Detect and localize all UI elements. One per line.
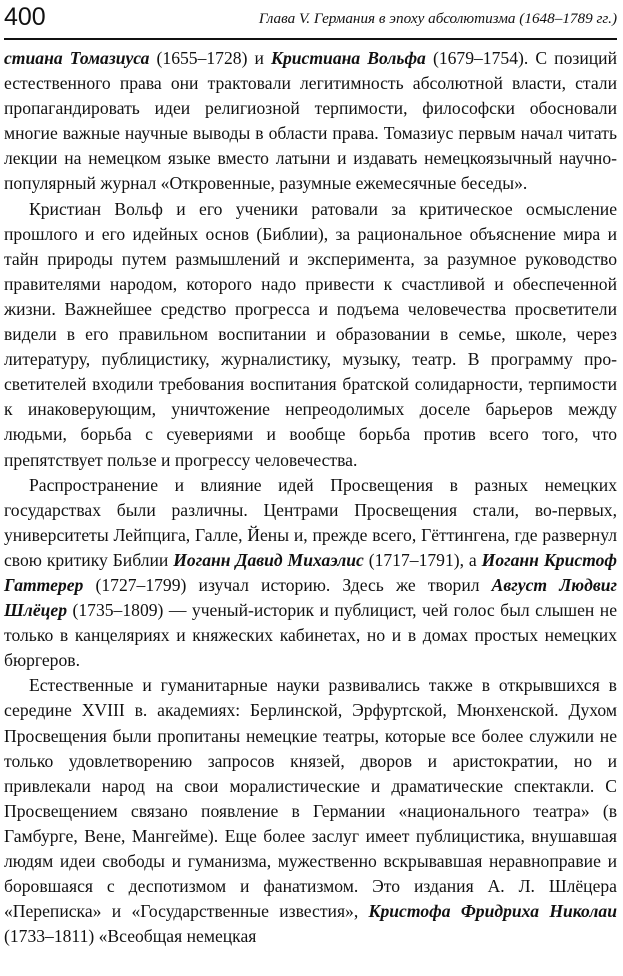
person-name: Август Людвиг Шлёцер [4, 574, 617, 621]
body-text [4, 46, 617, 949]
person-name: Кристиана Вольфа [271, 48, 426, 68]
running-title: Глава V. Германия в эпоху абсолютизма (1648–1789 гг.) [258, 10, 617, 27]
paragraph-text: Кристиан Вольф и его ученики ратовали за критическое осмысление прошлого и его идейных основ (Библии), за рациональное объяснение мира и тайн природы путем размышлений и эксперимента, за разумное руководство правителями народом, которого надо привести к счастливой и обеспеченной жизни. Важнейшее средство прогресса и подъема человечества просветители видели в его правильном воспитании и образовании в семье, школе, через литературу, публицистику, журналистику, музыку, театр. В программу просветителей входили требования воспитания братской солидарности, терпимости к инаковерующим, уничтожение непреодолимых доселе барьеров между людьми, борьба с суевериями и вообще борьба против всего того, что препятствует пользе и прогрессу человечества. [4, 198, 617, 470]
paragraph-3 [4, 473, 617, 674]
person-name: Кристофа Фридриха Николаи [368, 901, 618, 922]
paragraph-text: Распространение и влияние идей Просвещения в разных немецких государствах были различны. Центрами Просвещения стали, во-первых, университеты Лейпцига, Галле, Йены и, прежде всего, Гёттингена, где развернул свою критику Библии [4, 474, 617, 570]
person-name: стиана Томазиуса [4, 48, 150, 68]
page-number: 400 [4, 3, 46, 31]
paragraph-1 [4, 46, 617, 197]
paragraph-2 [4, 197, 617, 473]
paragraph-text: (1727–1799) изучал историю. Здесь же творил [83, 574, 492, 595]
person-name: Иоганн Кристоф Гаттерер [4, 549, 618, 595]
paragraph-text: (1735–1809) — ученый-историк и публицист, чей голос был слышен не только в канцеляриях и княжеских кабинетах, но и в домах простых немецких бюргеров. [4, 600, 617, 671]
paragraph-text: Естественные и гуманитарные науки развивались также в открывшихся в середине XVIII в. академиях: Берлинской, Эрфуртской, Мюнхенской. Духом Просвещения были пропитаны немецкие театры, которые все более служили не только удовлетворению запросов князей, дворов и аристократии, но и привлекали народ на свои моралистические и драматические спектакли. С Просвещением связано появление в Германии «национального театра» (в Гамбурге, Вене, Мангейме). Еще более заслуг имеет публицистика, внушавшая людям идеи свободы и гуманизма, мужественно вскрывавшая неравноправие и боровшаяся с деспотизмом и фанатизмом. Это издания А. Л. Шлёцера «Переписка» и «Государственные известия», [4, 675, 617, 922]
paragraph-text: (1655–1728) и [149, 48, 272, 68]
paragraph-text: (1679–1754). С позиций естественного права они трактовали легитимность абсолютной власти, стали пропагандировать идеи религиозной терпимости, философски обосновали многие важные научные выводы в области права. Томазиус первым начал читать лекции на немецком языке вместо латыни и издавать немецкоязычный научно-популярный журнал «Откровенные, разумные ежемесячные беседы». [4, 48, 617, 194]
person-name: Иоганн Давид Михаэлис [173, 549, 364, 570]
page-header [4, 0, 617, 40]
paragraph-text: (1733–1811) «Всеобщая немецкая [4, 926, 257, 947]
paragraph-4 [4, 673, 617, 949]
paragraph-text: (1717–1791), а [363, 549, 482, 570]
